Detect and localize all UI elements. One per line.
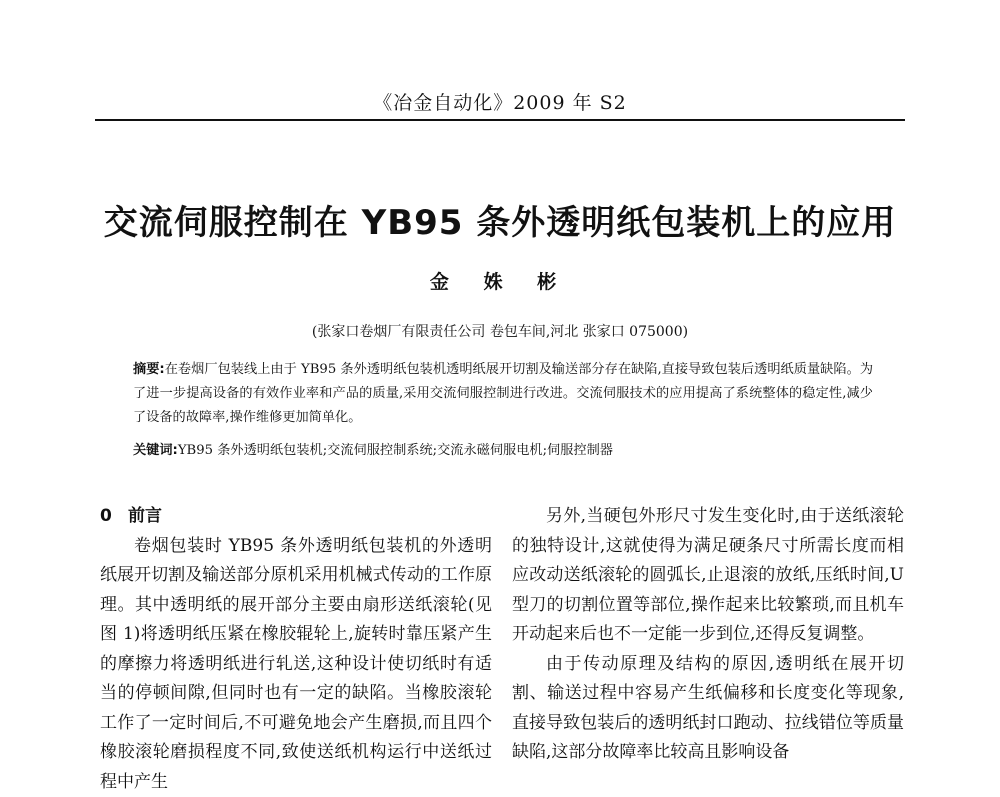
author-affiliation: (张家口卷烟厂有限责任公司 卷包车间,河北 张家口 075000): [0, 321, 1000, 341]
body-paragraph: 卷烟包装时 YB95 条外透明纸包装机的外透明纸展开切割及输送部分原机采用机械式传动的工作原理。其中透明纸的展开部分主要由扇形送纸滚轮(见图 1)将透明纸压紧在橡胶辊轮上,旋转时靠压紧产生的摩擦力将透明纸进行轧送,这种设计使切纸时有适当的停顿间隙,但同时也有一定的缺陷。当橡胶滚轮工作了一定时间后,不可避免地会产生磨损,而且四个橡胶滚轮磨损程度不同,致使送纸机构运行中送纸过程中产生: [100, 532, 492, 797]
body-paragraph: 另外,当硬包外形尺寸发生变化时,由于送纸滚轮的独特设计,这就使得为满足硬条尺寸所需长度而相应改动送纸滚轮的圆弧长,止退滚的放纸,压纸时间,U 型刀的切割位置等部位,操作起来比较繁琐,而且机车开动起来后也不一定能一步到位,还得反复调整。: [512, 502, 904, 650]
article-title: 交流伺服控制在 YB95 条外透明纸包装机上的应用: [0, 195, 1000, 244]
header-rule: [95, 119, 905, 121]
left-column: [100, 502, 492, 797]
section-title: 前言: [128, 506, 162, 526]
keywords: [133, 440, 873, 462]
section-number: 0: [100, 502, 128, 532]
abstract-text: 在卷烟厂包装线上由于 YB95 条外透明纸包装机透明纸展开切割及输送部分存在缺陷,直接导致包装后透明纸质量缺陷。为了进一步提高设备的有效作业率和产品的质量,采用交流伺服控制进行改进。交流伺服技术的应用提高了系统整体的稳定性,减少了设备的故障率,操作维修更加简单化。: [133, 362, 873, 425]
keywords-text: YB95 条外透明纸包装机;交流伺服控制系统;交流永磁伺服电机;伺服控制器: [178, 443, 613, 458]
body-paragraph: 由于传动原理及结构的原因,透明纸在展开切割、输送过程中容易产生纸偏移和长度变化等现象,直接导致包装后的透明纸封口跑动、拉线错位等质量缺陷,这部分故障率比较高且影响设备: [512, 650, 904, 768]
journal-header: 《冶金自动化》2009 年 S2: [0, 88, 1000, 115]
abstract: [133, 358, 873, 430]
author-name: 金 姝 彬: [0, 267, 1000, 294]
section-heading: [100, 502, 492, 532]
keywords-label: 关键词:: [133, 443, 178, 458]
abstract-label: 摘要:: [133, 362, 165, 377]
right-column: [512, 502, 904, 768]
